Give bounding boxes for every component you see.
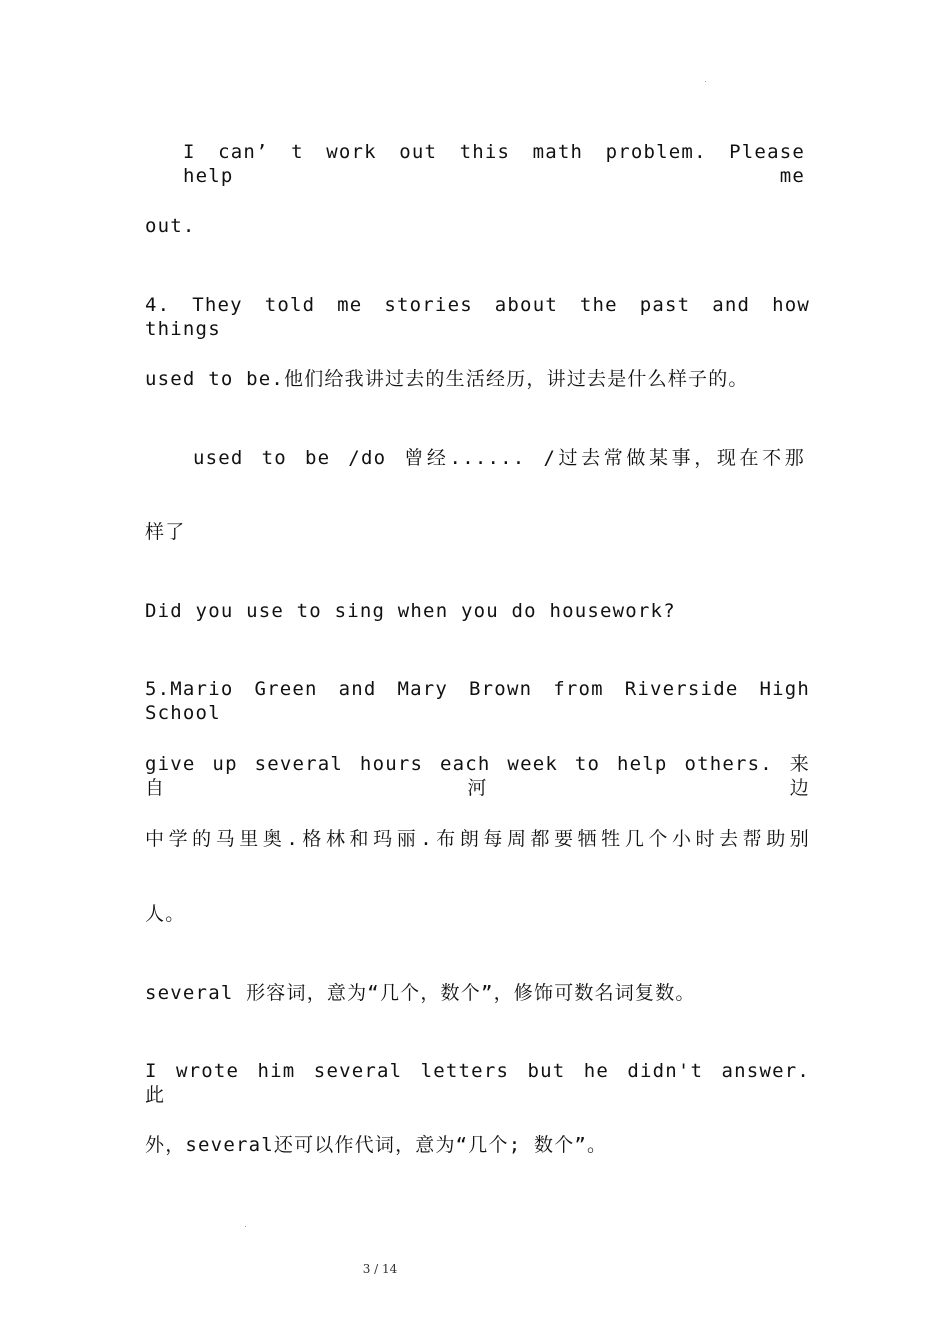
text-line: out. <box>145 215 196 237</box>
text-line: I can’ t work out this math problem. Please help me <box>183 141 805 187</box>
text-line: 中学的马里奥.格林和玛丽.布朗每周都要牺牲几个小时去帮助别 <box>145 828 810 850</box>
page-number: 3 / 14 <box>362 1262 398 1276</box>
text-line: 5.Mario Green and Mary Brown from Riverside High School <box>145 678 810 724</box>
text-line: I wrote him several letters but he didn't answer. 此 <box>145 1060 810 1106</box>
text-line: Did you use to sing when you do housework? <box>145 600 676 622</box>
text-line: several 形容词，意为“几个，数个”，修饰可数名词复数。 <box>145 982 696 1004</box>
text-line: 外，several还可以作代词，意为“几个; 数个”。 <box>145 1134 608 1156</box>
text-line: used to be /do 曾经...... /过去常做某事，现在不那 <box>193 447 805 469</box>
text-line: used to be.他们给我讲过去的生活经历，讲过去是什么样子的。 <box>145 368 749 390</box>
scan-speck <box>705 81 706 82</box>
text-line: 4. They told me stories about the past and how things <box>145 294 810 340</box>
text-line: 样了 <box>145 521 186 543</box>
text-line: 人。 <box>145 903 186 925</box>
scan-speck <box>245 1226 246 1227</box>
text-line: give up several hours each week to help others. 来自河边 <box>145 753 810 799</box>
